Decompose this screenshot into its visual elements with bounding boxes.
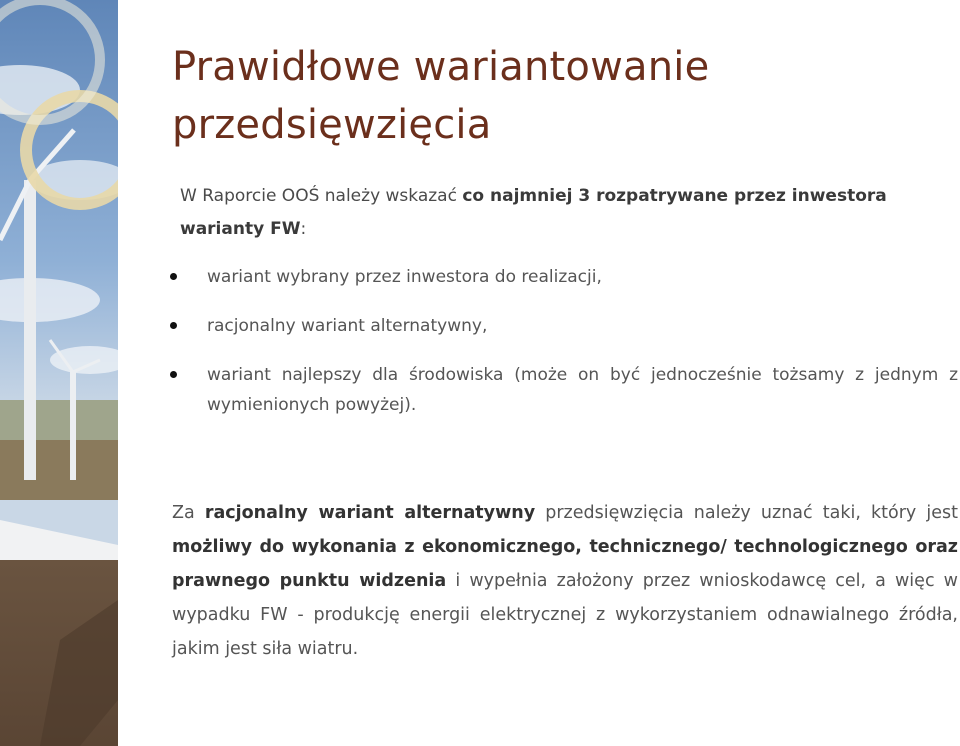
intro-text-bold: co najmniej 3 rozpatrywane przez inwestora warianty FW: [180, 186, 887, 239]
intro-text-end: :: [300, 219, 307, 239]
list-item-text: racjonalny wariant alternatywny,: [207, 316, 488, 336]
bullet-icon: [170, 273, 177, 280]
wind-turbine-photo: [0, 0, 118, 746]
bullet-icon: [170, 322, 177, 329]
variant-list: [168, 262, 958, 439]
list-item-text: wariant najlepszy dla środowiska (może on być jednocześnie tożsamy z jednym z wymienionych powyżej).: [207, 365, 958, 415]
bullet-icon: [170, 371, 177, 378]
list-item-text: wariant wybrany przez inwestora do realizacji,: [207, 267, 602, 287]
definition-paragraph: [172, 496, 958, 666]
paragraph-text: przedsięwzięcia należy uznać taki, który jest: [535, 503, 959, 523]
list-item: [168, 262, 958, 292]
slide-title: Prawidłowe wariantowanie przedsięwzięcia: [172, 44, 710, 148]
paragraph-bold: możliwy do wykonania z ekonomicznego, technicznego/ technologicznego oraz prawnego punktu widzenia: [172, 537, 958, 591]
paragraph-text: i wypełnia założony przez wnioskodawcę cel, a więc w wypadku FW - produkcję energii elektrycznej z wykorzystaniem odnawialnego źródła, jakim jest siła wiatru.: [172, 571, 958, 659]
paragraph-text: Za: [172, 503, 205, 523]
list-item: [168, 311, 958, 341]
intro-text: [180, 180, 960, 246]
intro-text-start: W Raporcie OOŚ należy wskazać: [180, 186, 463, 206]
paragraph-bold: racjonalny wariant alternatywny: [204, 503, 536, 523]
list-item: [168, 360, 958, 420]
